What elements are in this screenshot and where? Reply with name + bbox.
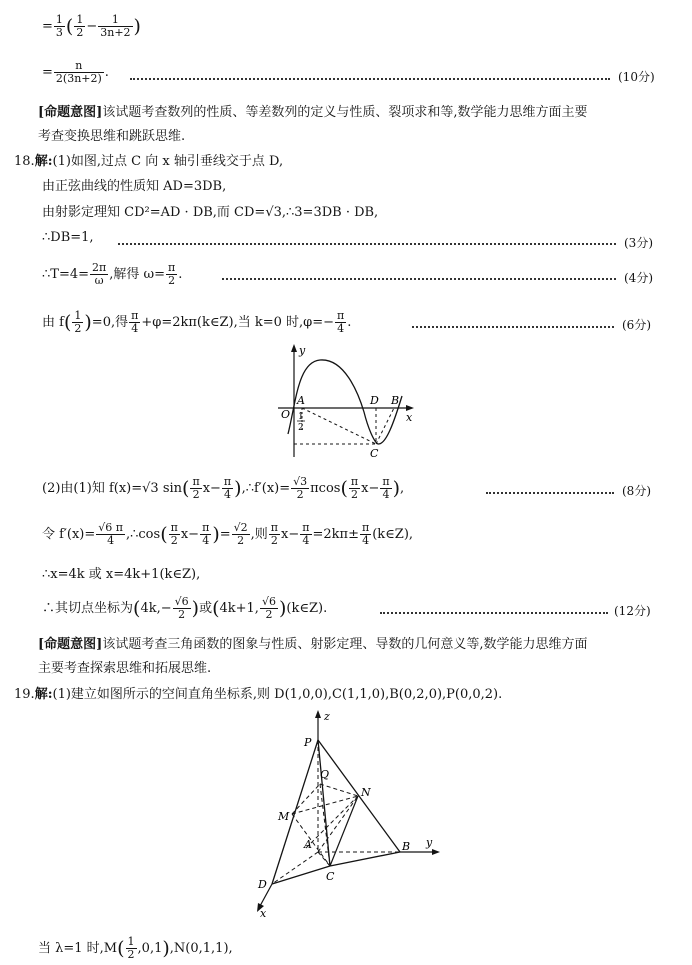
fraction: $\frac{√6 \pi}{4}$ [98,521,123,547]
pyramid-figure [240,704,450,922]
fraction: $\frac{1}{2}$ [74,309,82,335]
fraction: $\frac{\pi}{2}$ [170,521,178,547]
label-d: D [258,878,267,891]
label-p: P [304,736,312,749]
leader-dots [130,78,610,80]
fraction: $\frac{2\pi}{\omega}$ [92,261,107,287]
label-x: x [406,411,413,424]
fraction: $\frac{\pi}{4}$ [337,309,345,335]
formula-line-2: = $\frac{n}{2(3n+2)}$ . [42,59,109,85]
leader-dots [380,612,608,614]
q19-line-2: 当 λ=1 时,M( $\frac{1}{2}$ ,0,1),N(0,1,1), [38,935,233,961]
label-m: M [278,810,290,823]
score-label: (8分) [622,484,651,498]
q18-line-8: 令 f′(x)= $\frac{√6 \pi}{4}$ ,∴cos( $\frac{\pi}{2}$ x− $\frac{\pi}{4}$ )= $\frac{√2}{2}$ ,则 $\frac{\pi}{2}$ x− $\frac{\pi}{4}$ =2kπ± $\frac{\pi}{4}$ (k∈Z), [42,521,414,547]
edge-dc [272,866,330,884]
score-label: (6分) [622,318,651,332]
z-axis-arrow [315,710,321,718]
label-a: A [297,394,305,407]
label-a: A [304,838,312,851]
q18-line-6: 由 f( $\frac{1}{2}$ )=0,得 $\frac{\pi}{4}$ +φ=2kπ(k∈Z),当 k=0 时,φ=− $\frac{\pi}{4}$ . [42,309,352,335]
fraction: $\frac{\pi}{4}$ [131,309,139,335]
q18-line-5: ∴T=4= $\frac{2\pi}{\omega}$ ,解得 ω= $\frac{\pi}{2}$ . [42,261,183,287]
fraction: $\frac{1}{3}$ [55,13,63,39]
sine-graph-figure [268,342,418,462]
label-d: D [370,394,379,407]
leader-dots [486,492,614,494]
leader-dots [222,278,616,280]
edge-cb [330,852,400,866]
leader-dots [412,326,614,328]
q18-line-10: ∴其切点坐标为(4k,− $\frac{√6}{2}$ )或(4k+1, $\frac{√6}{2}$ )(k∈Z). [42,595,328,621]
fraction: $\frac{\pi}{2}$ [350,475,359,501]
label-x: x [260,907,267,920]
q18-line-2: 由正弦曲线的性质知 AD=3DB, [42,179,227,194]
q18-line-9: ∴x=4k 或 x=4k+1(k∈Z), [42,567,201,582]
intent-line-2: 考查变换思维和跳跃思维. [38,129,186,144]
label-half-num: 1 [298,412,304,422]
intent-label: [命题意图] [38,637,103,652]
fraction: $\frac{\pi}{4}$ [202,521,210,547]
fraction: $\frac{√6}{2}$ [174,595,189,621]
edge-pc [318,740,330,866]
label-n: N [361,786,371,799]
fraction: $\frac{\pi}{4}$ [382,475,390,501]
fraction: $\frac{\pi}{4}$ [302,521,310,547]
score-label: (10分) [618,70,655,84]
label-z: z [324,710,330,723]
question-number: 18. [14,154,35,169]
q18-line-3: 由射影定理知 CD²=AD · DB,而 CD=√3,∴3=3DB · DB, [42,205,379,220]
y-axis-arrow [291,344,297,352]
fraction: $\frac{\pi}{2}$ [192,475,200,501]
edge-nc [330,796,358,866]
label-o: O [281,408,291,421]
formula-line-1: = $\frac{1}{3}$ ( $\frac{1}{2}$ − $\frac{1}{3n+2}$ ) [42,13,141,39]
fraction: $\frac{1}{2}$ [76,13,84,39]
intent-label: [命题意图] [38,105,103,120]
question-number: 19. [14,687,35,702]
intent-line-4: 主要考查探索思维和拓展思维. [38,661,212,676]
label-q: Q [320,768,330,781]
fraction: $\frac{√6}{2}$ [261,595,276,621]
fraction: $\frac{1}{3n+2}$ [100,13,131,39]
score-label: (3分) [624,236,653,250]
intent-line-3: [命题意图]该试题考查三角函数的图象与性质、射影定理、导数的几何意义等,数学能力思维方面 [38,637,588,652]
fraction: $\frac{\pi}{4}$ [361,521,370,547]
leader-dots [118,243,616,245]
label-b: B [391,394,400,407]
label-b: B [402,840,411,853]
label-y: y [426,836,433,849]
fraction: $\frac{√2}{2}$ [233,521,248,547]
x-axis-hidden [272,852,318,884]
q18-line-1: 18.解:(1)如图,过点 C 向 x 轴引垂线交于点 D, [14,154,284,169]
dashed-aq [306,796,358,848]
fraction: $\frac{n}{2(3n+2)}$ [55,59,102,85]
y-axis-arrow [432,849,440,855]
fraction: $\frac{\pi}{2}$ [168,261,176,287]
score-label: (4分) [624,271,653,285]
fraction: $\frac{\pi}{4}$ [223,475,232,501]
intent-line-1: [命题意图]该试题考查数列的性质、等差数列的定义与性质、裂项求和等,数学能力思维方面主要 [38,105,588,120]
q19-line-1: 19.解:(1)建立如图所示的空间直角坐标系,则 D(1,0,0),C(1,1,0),B(0,2,0),P(0,0,2). [14,687,503,702]
label-y: y [299,344,306,357]
fraction: $\frac{\pi}{2}$ [270,521,279,547]
label-c: C [326,870,335,883]
sine-curve [288,360,402,444]
score-label: (12分) [614,604,651,618]
label-c: C [370,447,379,460]
fraction: $\frac{1}{2}$ [127,935,135,961]
edge-pb [318,740,400,852]
label-half-den: 2 [298,423,304,433]
fraction: $\frac{√3}{2}$ [293,475,308,501]
q18-line-4: ∴DB=1, [42,230,94,245]
q18-line-7: (2)由(1)知 f(x)=√3 sin( $\frac{\pi}{2}$ x− $\frac{\pi}{4}$ ),∴f′(x)= $\frac{√3}{2}$ πcos( $\frac{\pi}{2}$ x− $\frac{\pi}{4}$ ), [42,475,405,501]
